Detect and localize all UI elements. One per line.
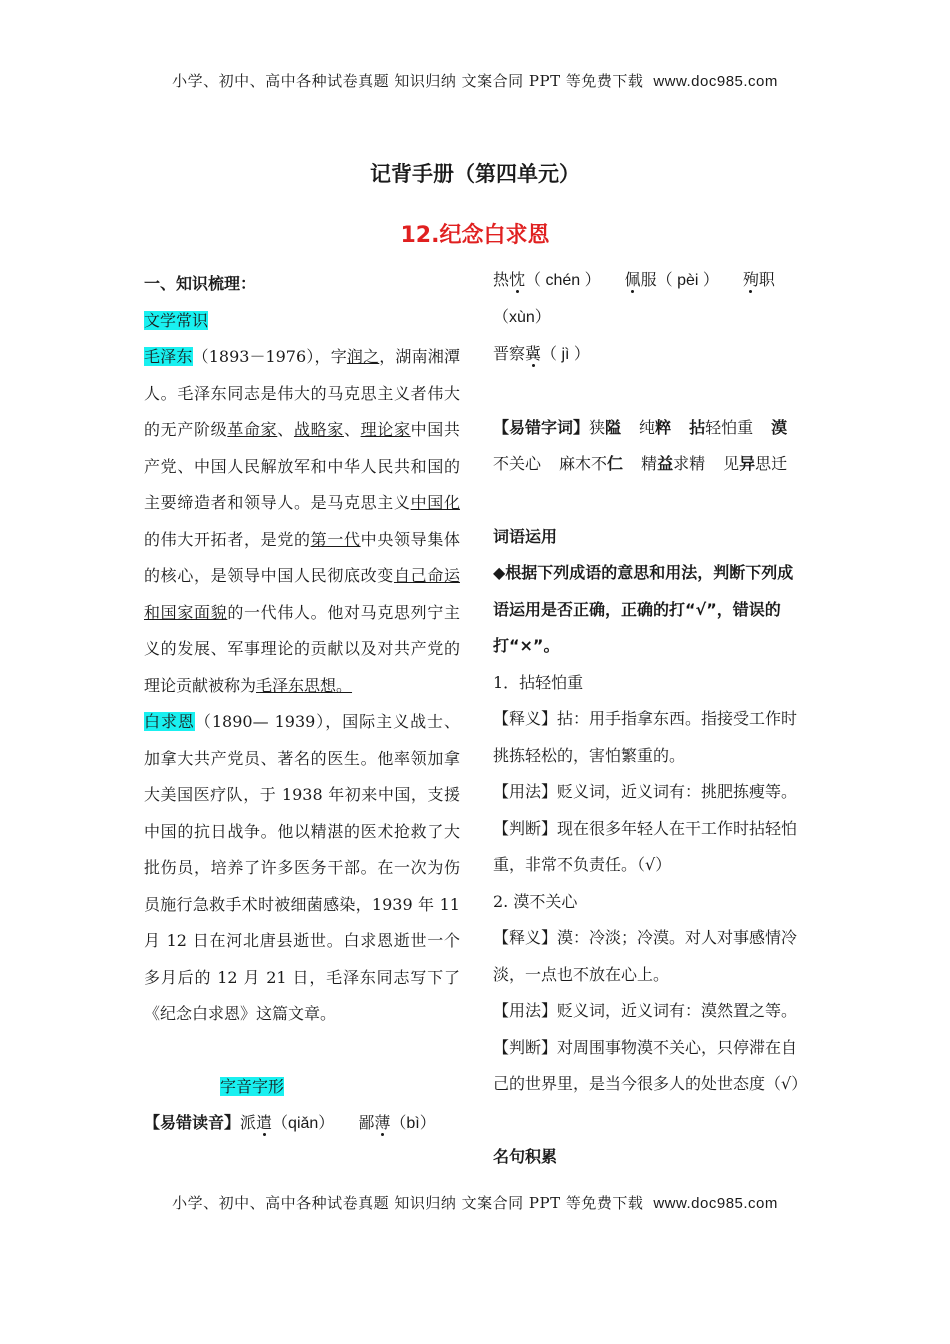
header-website[interactable]: www.doc985.com	[653, 73, 778, 90]
pron-char: 鄙	[358, 1113, 375, 1132]
pron-dotted-char: 薄	[374, 1113, 391, 1132]
pronunciation-line-2	[493, 262, 809, 300]
mao-name: 毛泽东	[144, 347, 193, 366]
bethune-text: （1890— 1939），国际主义战士、加拿大共产党员、著名的医生。他率领加拿大美国医疗队，于 1938 年初来中国，支援中国的抗日战争。他以精湛的医术抢救了大批伤员，培养了许多医务干部。在一次为伤员施行急救手术时被细菌感染，1939 年 11 月 12 日在河北唐县逝世。白求恩逝世一个多月后的 12 月 21 日，毛泽东同志写下了《纪念白求恩》这篇文章。	[144, 712, 460, 1023]
typo-char: 纯	[639, 417, 656, 437]
pron-dotted-char: 忱	[509, 270, 526, 289]
typo-char: 求精	[673, 454, 706, 473]
mao-text-4: 的伟大开拓者，是党的	[144, 529, 311, 549]
pronunciation-line-3	[493, 336, 809, 374]
mao-text-2: ，湖南湘潭人。毛泽东同志是伟大的马克思主义者伟大的无产阶级	[144, 347, 460, 439]
typo-bold-char: 仁	[607, 454, 624, 473]
mao-term-first-generation: 第一代	[310, 529, 361, 549]
pronunciation-label: 【易错读音】	[144, 1113, 241, 1132]
right-column	[493, 262, 809, 1175]
lesson-title: 12.纪念白求恩	[400, 223, 550, 248]
pron-dotted-char: 佩	[624, 270, 641, 289]
item2-title: 2. 漠不关心	[493, 891, 578, 911]
sep: 、	[277, 420, 294, 439]
typo-char: 麻木不	[559, 454, 608, 473]
pron-char: 服	[640, 270, 657, 289]
mao-term-sinicization: 中国化	[410, 493, 460, 512]
item2-judgement: 【判断】对周围事物漠不关心，只停滞在自己的世界里，是当今很多人的处世态度（√）	[493, 1037, 808, 1093]
footer-text: 小学、初中、高中各种试卷真题 知识归纳 文案合同 PPT 等免费下载	[172, 1194, 644, 1212]
mao-term-revolutionary: 革命家	[227, 420, 278, 439]
typo-label: 【易错字词】	[493, 417, 590, 437]
mao-text-3: 中国共产党、中国人民解放军和中华人民共和国的主要缔造者和领导人。是马克思主义	[144, 420, 460, 512]
typo-char: 思迁	[755, 454, 788, 473]
typo-bold-char: 漠	[771, 417, 788, 437]
typo-char: 见	[723, 454, 740, 473]
literature-label: 文学常识	[144, 310, 209, 330]
typo-bold-char: 粹	[655, 417, 672, 437]
mao-term-strategist: 战略家	[293, 420, 344, 439]
pron-pinyin: （xùn）	[493, 308, 551, 326]
usage-heading: 词语运用	[493, 526, 558, 546]
item1-definition: 【释义】拈：用手指拿东西。指接受工作时挑拣轻松的，害怕繁重的。	[493, 709, 798, 765]
typo-char: 狭	[589, 417, 606, 437]
pron-pinyin: （qiǎn）	[272, 1115, 335, 1132]
mao-text-6: 的一代伟人。他对马克思列宁主义的发展、军事理论的贡献以及对共产党的理论贡献被称为	[144, 602, 460, 695]
sep: 、	[343, 420, 361, 439]
pronunciation-line	[144, 1105, 460, 1143]
mao-text-5: 中央领导集体的核心，是领导中国人民彻底改变	[144, 529, 460, 585]
page-footer	[0, 1192, 950, 1213]
mao-term-fate: 自己命运和国家面貌	[144, 566, 460, 622]
typo-char: 精	[641, 454, 658, 473]
instruction-text: ◆根据下列成语的意思和用法，判断下列成语运用是否正确，正确的打“√”，错误的打“×”。	[493, 563, 794, 655]
mao-courtesy-name: 润之	[346, 347, 380, 366]
typo-bold-char: 益	[657, 454, 674, 473]
pron-char: 职	[758, 270, 775, 289]
pron-dotted-char: 殉	[742, 270, 759, 289]
item1-title: 1．拈轻怕重	[493, 672, 584, 692]
pron-char: 热	[493, 270, 510, 289]
mao-term-theorist: 理论家	[360, 420, 411, 439]
mao-paragraph	[144, 339, 460, 704]
pron-char: 派	[240, 1113, 257, 1132]
typo-bold-char: 隘	[605, 417, 622, 437]
typo-line-1	[493, 410, 809, 447]
mao-text-1: （1893－1976），字	[192, 347, 347, 366]
typo-bold-char: 拈	[689, 417, 706, 437]
typo-char: 轻怕重	[705, 417, 754, 437]
pron-pinyin: （ chén ）	[525, 272, 601, 289]
sound-form-label: 字音字形	[220, 1076, 285, 1096]
mao-term-thought: 毛泽东思想。	[256, 675, 353, 695]
pron-dotted-char: 冀	[525, 344, 542, 363]
pron-pinyin: （bì）	[390, 1115, 436, 1132]
section-heading: 一、知识梳理：	[144, 274, 257, 293]
page-header	[0, 70, 950, 91]
pron-pinyin: （ pèi ）	[656, 272, 719, 289]
item2-definition: 【释义】漠：冷淡；冷漠。对人对事感情冷淡，一点也不放在心上。	[493, 928, 798, 984]
document-title: 记背手册（第四单元）	[370, 162, 580, 186]
bethune-paragraph	[144, 704, 460, 1033]
typo-line-2	[493, 446, 809, 483]
quotes-heading: 名句积累	[493, 1146, 558, 1166]
item1-judgement: 【判断】现在很多年轻人在干工作时拈轻怕重，非常不负责任。（√）	[493, 818, 798, 874]
pron-dotted-char: 遣	[256, 1113, 273, 1132]
bethune-name: 白求恩	[144, 712, 195, 731]
item2-usage: 【用法】贬义词，近义词有：漠然置之等。	[493, 1001, 798, 1020]
header-text: 小学、初中、高中各种试卷真题 知识归纳 文案合同 PPT 等免费下载	[172, 72, 644, 90]
left-column	[144, 266, 460, 1143]
pron-char: 晋察	[493, 344, 526, 363]
typo-bold-char: 异	[739, 454, 756, 473]
pron-pinyin: （ jì ）	[541, 346, 590, 363]
typo-char: 不关心	[493, 454, 542, 473]
footer-website[interactable]: www.doc985.com	[653, 1195, 778, 1212]
item1-usage: 【用法】贬义词，近义词有：挑肥拣瘦等。	[493, 782, 798, 801]
